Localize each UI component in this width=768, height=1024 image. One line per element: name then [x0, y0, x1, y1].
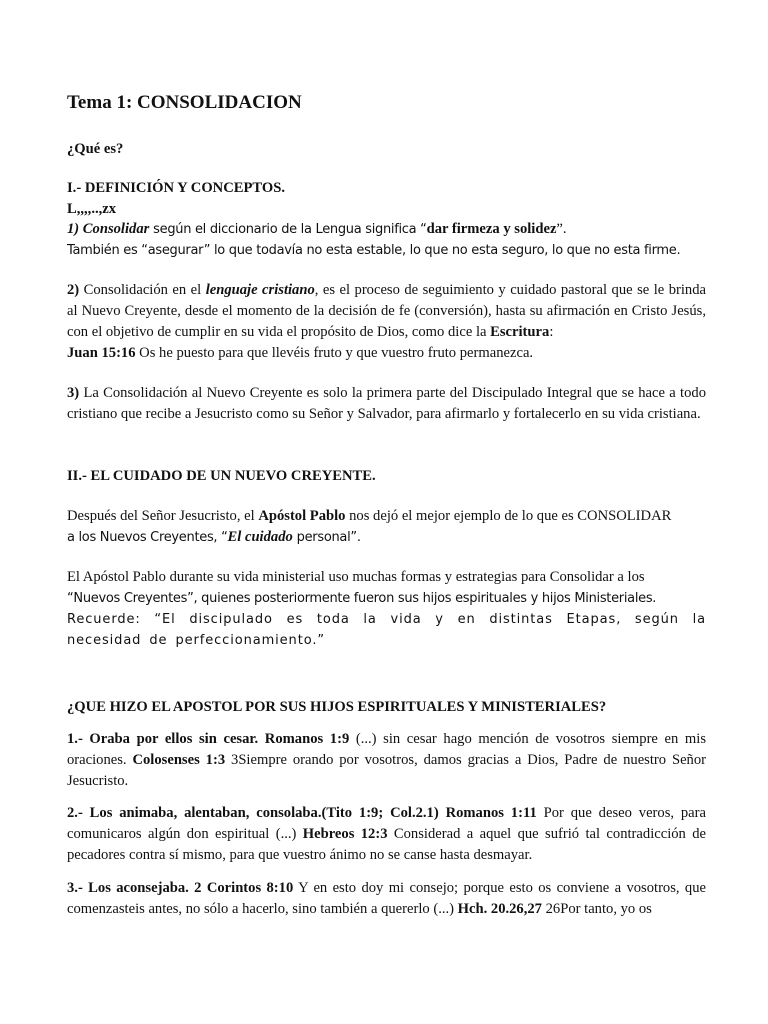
paragraph-2-colon: :: [549, 324, 554, 340]
item-2-bold: 2.- Los animaba, alentaban, consolaba.(Tito 1:9; Col.2.1) Romanos 1:11: [67, 805, 537, 821]
s2p1-text-a: Después del Señor Jesucristo, el: [67, 508, 259, 524]
item-1-text-a: (...) sin cesar hago mención de vosotros siempre en mis oraciones.: [67, 731, 707, 768]
item-1-ref: Colosenses 1:3: [132, 752, 226, 768]
item-2-text-b: Considerad a aquel que sufrió tal contradicción de pecadores contra sí mismo, para que vuestro ánimo no se canse hasta desmayar.: [67, 826, 707, 863]
section-1-heading: I.- DEFINICIÓN Y CONCEPTOS.: [67, 180, 285, 196]
item-3-ref: Hch. 20.26,27: [457, 901, 542, 917]
scripture-verse: Os he puesto para que llevéis fruto y que vuestro fruto permanezca.: [135, 345, 534, 361]
item-3-text-b: 26Por tanto, yo os: [541, 901, 652, 917]
paragraph-2-bold: Escritura: [490, 324, 550, 340]
item-2-text-a: Por que deseo veros, para comunicaros algún don espiritual (...): [67, 805, 707, 842]
list-item-1: [67, 729, 706, 792]
paragraph-2: [67, 280, 706, 364]
paragraph-2-text-b: , es el proceso de seguimiento y cuidado pastoral que se le brinda al Nuevo Creyente, desde el momento de la decisión de fe (conversión), hasta su afirmación en Cristo Jesús, con el objetivo de cumplir en su vida el propósito de Dios, como dice la: [67, 282, 706, 340]
que-es-heading: ¿Qué es?: [67, 141, 124, 157]
s2p1-text-b: nos dejó el mejor ejemplo de lo que es CONSOLIDAR: [345, 508, 672, 524]
paragraph-2-text-a: Consolidación en el: [79, 282, 206, 298]
item-1-bold: 1.- Oraba por ellos sin cesar. Romanos 1:9: [67, 731, 350, 747]
paragraph-1-line-2: También es “asegurar” lo que todavía no esta estable, lo que no esta seguro, lo que no esta firme.: [67, 243, 681, 258]
section-1-code: L,,,,..,zx: [67, 201, 117, 217]
paragraph-1-text: según el diccionario de la Lengua significa “: [149, 222, 427, 237]
s2p1-bold: Apóstol Pablo: [258, 508, 346, 524]
list-item-3: [67, 878, 706, 920]
list-item-2: [67, 803, 706, 866]
item-3-text-a: Y en esto doy mi consejo; porque esto os conviene a vosotros, que comenzasteis antes, no sólo a hacerlo, sino también a quererlo (...): [67, 880, 706, 917]
paragraph-1: [67, 219, 706, 261]
item-2-ref: Hebreos 12:3: [302, 826, 388, 842]
s2p1-text-c: a los Nuevos Creyentes, “: [67, 530, 228, 545]
item-1-text-b: 3Siempre orando por vosotros, damos gracias a Dios, Padre de nuestro Señor Jesucristo.: [67, 752, 707, 789]
paragraph-3: [67, 383, 706, 425]
paragraph-1-bold: dar firmeza y solidez: [426, 221, 557, 237]
s2p1-text-d: personal”.: [292, 530, 361, 545]
paragraph-3-text: La Consolidación al Nuevo Creyente es solo la primera parte del Discipulado Integral que se hace a todo cristiano que recibe a Jesucristo como su Señor y Salvador, para afirmarlo y fortalecerlo en su vida cristiana.: [67, 385, 706, 422]
s2p2-line-2: “Nuevos Creyentes”, quienes posteriormente fueron sus hijos espirituales y hijos Ministeriales.: [67, 591, 657, 606]
paragraph-1-number: 1) Consolidar: [67, 221, 150, 237]
s2p2-line-1: El Apóstol Pablo durante su vida ministerial uso muchas formas y estrategias para Consolidar a los: [67, 569, 645, 585]
scripture-reference: Juan 15:16: [67, 345, 136, 361]
section-2-heading: II.- EL CUIDADO DE UN NUEVO CREYENTE.: [67, 468, 376, 484]
section-3-heading: ¿QUE HIZO EL APOSTOL POR SUS HIJOS ESPIRITUALES Y MINISTERIALES?: [67, 699, 607, 715]
paragraph-2-number: 2): [67, 282, 80, 298]
s2p1-bold-italic: El cuidado: [227, 529, 293, 545]
s2p2-recuerde: Recuerde: “El discipulado es toda la vida y en distintas Etapas, según la necesidad de perfeccionamiento.”: [67, 612, 706, 648]
paragraph-3-number: 3): [67, 385, 80, 401]
paragraph-2-bold-italic: lenguaje cristiano: [205, 282, 315, 298]
item-3-bold: 3.- Los aconsejaba. 2 Corintos 8:10: [67, 880, 294, 896]
page-title: Tema 1: CONSOLIDACION: [67, 92, 302, 113]
section-2-paragraph-1: [67, 506, 706, 548]
paragraph-1-end: ”.: [556, 221, 567, 237]
section-2-paragraph-2: [67, 567, 706, 651]
